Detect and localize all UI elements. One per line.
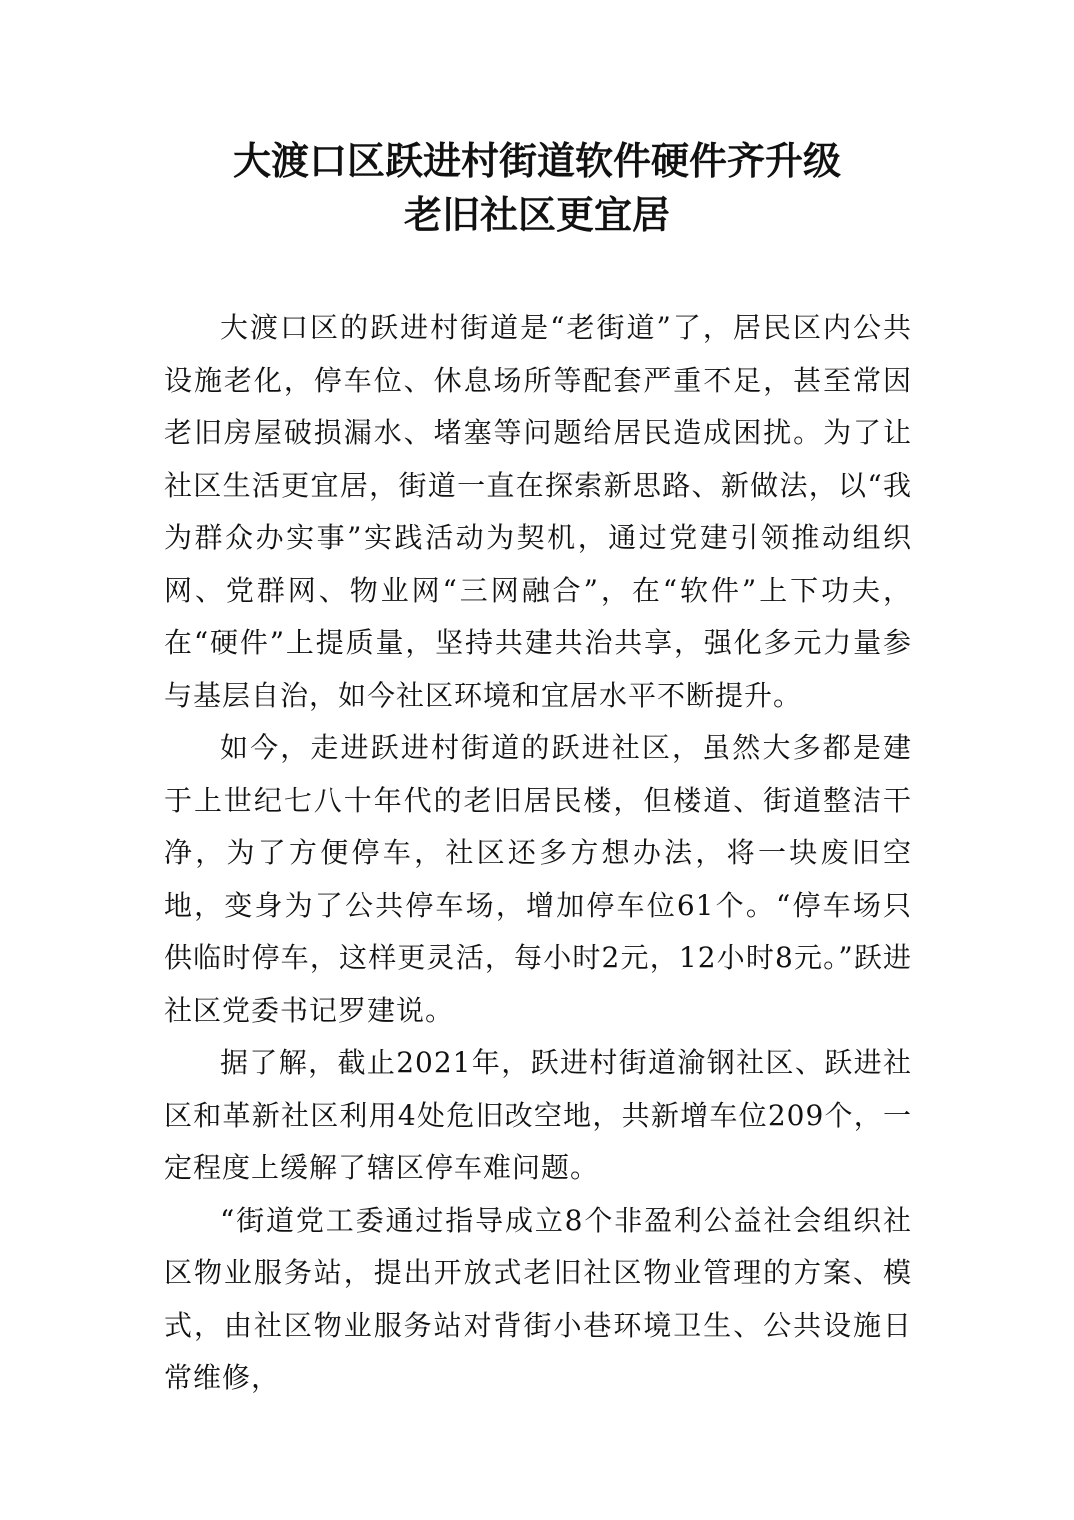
article-body: [164, 302, 912, 1405]
paragraph-3: 据了解，截止2021年，跃进村街道渝钢社区、跃进社区和革新社区利用4处危旧改空地，共新增车位209个，一定程度上缓解了辖区停车难问题。: [164, 1046, 912, 1184]
paragraph-4: “街道党工委通过指导成立8个非盈利公益社会组织社区物业服务站，提出开放式老旧社区物业管理的方案、模式，由社区物业服务站对背街小巷环境卫生、公共设施日常维修，: [164, 1203, 912, 1394]
paragraph-1: 大渡口区的跃进村街道是“老街道”了，居民区内公共设施老化，停车位、休息场所等配套严重不足，甚至常因老旧房屋破损漏水、堵塞等问题给居民造成困扰。为了让社区生活更宜居，街道一直在探索新思路、新做法，以“我为群众办实事”实践活动为契机，通过党建引领推动组织网、党群网、物业网“三网融合”，在“软件”上下功夫，在“硬件”上提质量，坚持共建共治共享，强化多元力量参与基层自治，如今社区环境和宜居水平不断提升。: [164, 311, 912, 712]
paragraph-2: 如今，走进跃进村街道的跃进社区，虽然大多都是建于上世纪七八十年代的老旧居民楼，但楼道、街道整洁干净，为了方便停车，社区还多方想办法，将一块废旧空地，变身为了公共停车场，增加停车位61个。“停车场只供临时停车，这样更灵活，每小时2元，12小时8元。”跃进社区党委书记罗建说。: [164, 731, 912, 1027]
document-title-line-1: 大渡口区跃进村街道软件硬件齐升级: [232, 138, 841, 183]
document-title-line-2: 老旧社区更宜居: [403, 192, 670, 237]
